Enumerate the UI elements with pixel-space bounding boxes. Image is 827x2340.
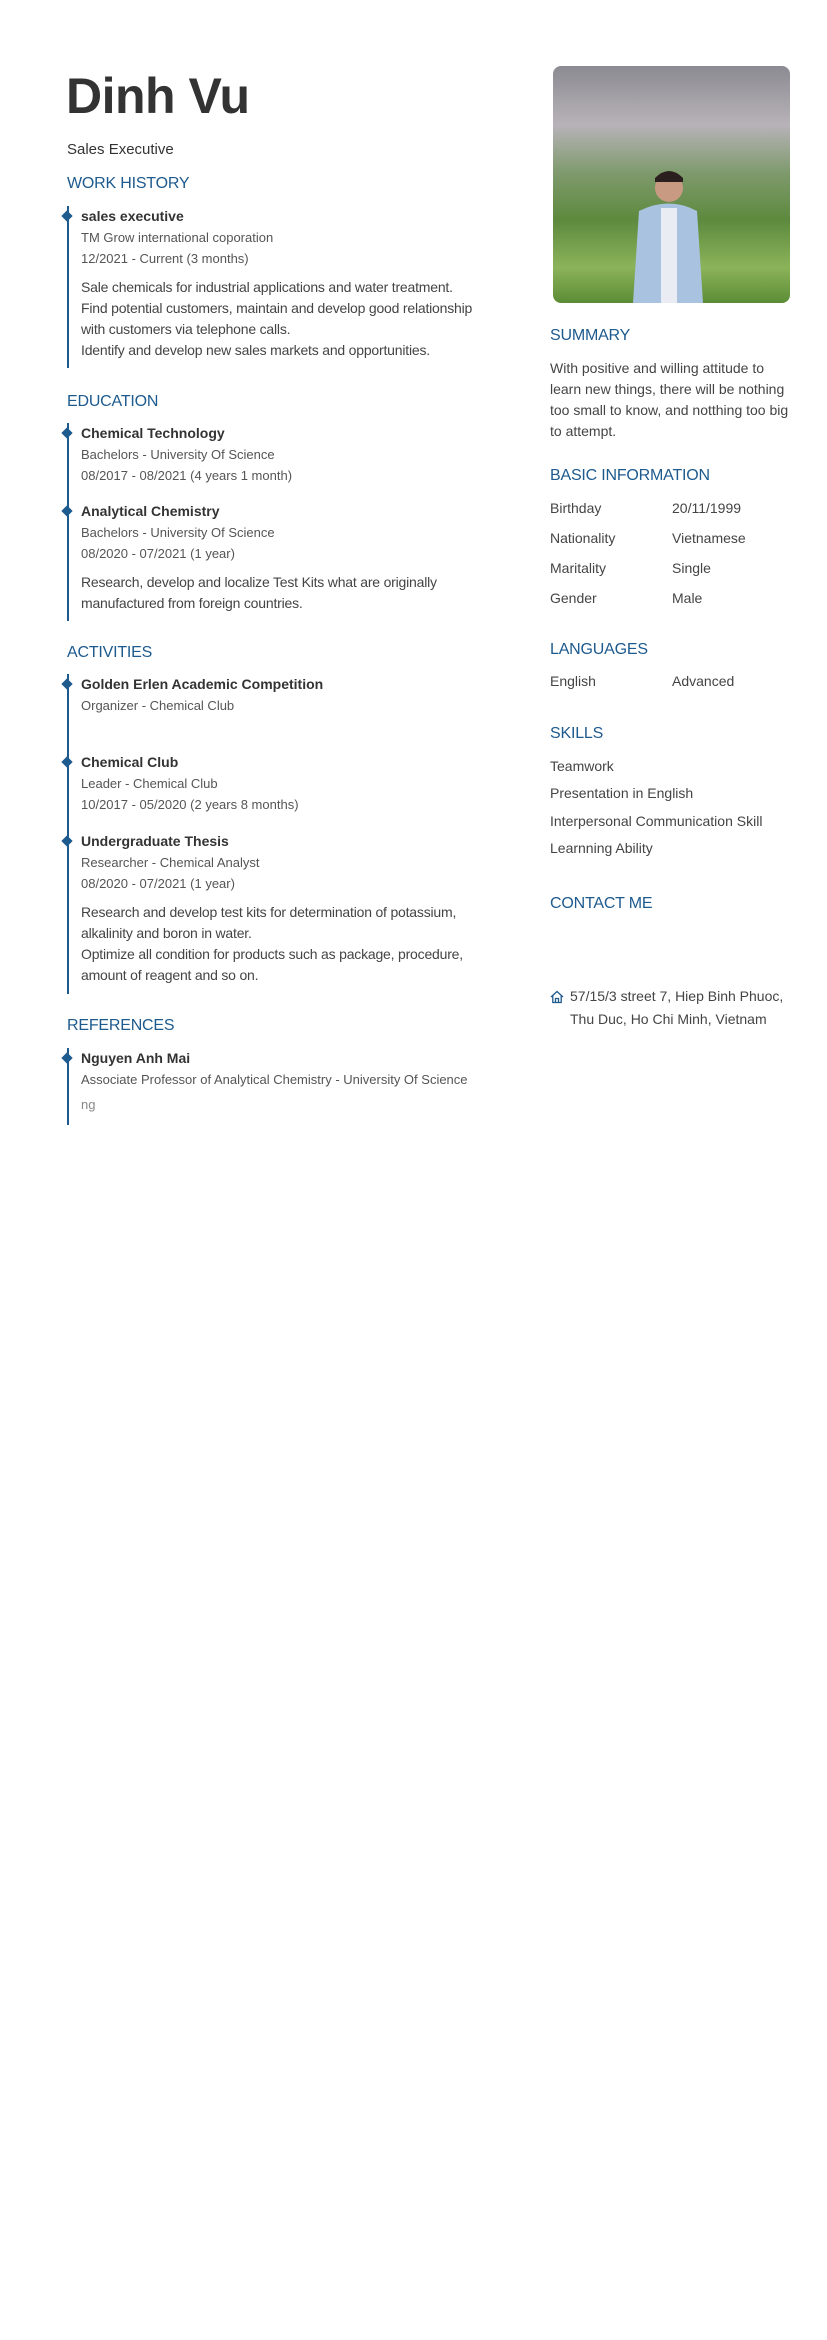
info-label: Gender <box>550 590 597 606</box>
info-row-nationality <box>550 523 810 553</box>
timeline-diamond-icon <box>61 427 72 438</box>
language-level: Advanced <box>672 673 735 689</box>
timeline-diamond-icon <box>61 505 72 516</box>
summary-line: learn new things, there will be nothing <box>550 381 785 397</box>
skills-list <box>550 752 810 862</box>
summary-text <box>550 358 810 442</box>
contact-address <box>550 985 810 1031</box>
address-line: 57/15/3 street 7, Hiep Binh Phuoc, <box>570 988 784 1004</box>
info-label: Birthday <box>550 500 602 516</box>
section-title-languages: LANGUAGES <box>550 641 648 658</box>
education-date: 08/2020 - 07/2021 (1 year) <box>81 546 235 561</box>
activity-item <box>81 674 521 716</box>
desc-line: Research, develop and localize Test Kits what are originally <box>81 574 437 590</box>
candidate-name: Dinh Vu <box>66 68 250 124</box>
language-row <box>550 666 810 696</box>
desc-line: Sale chemicals for industrial applications and water treatment. <box>81 279 453 295</box>
education-description <box>81 572 521 614</box>
language-name: English <box>550 673 596 689</box>
education-date: 08/2017 - 08/2021 (4 years 1 month) <box>81 468 293 483</box>
activity-title: Golden Erlen Academic Competition <box>81 676 324 692</box>
activity-date: 10/2017 - 05/2020 (2 years 8 months) <box>81 797 299 812</box>
info-value: 20/11/1999 <box>672 500 742 516</box>
school: Bachelors - University Of Science <box>81 525 275 540</box>
activity-item <box>81 831 521 986</box>
reference-contact: ng <box>81 1097 96 1112</box>
basic-info-table <box>550 493 810 613</box>
skill-item: Learnning Ability <box>550 840 653 857</box>
activity-role: Organizer - Chemical Club <box>81 698 235 713</box>
address-text <box>570 985 783 1031</box>
info-value: Single <box>672 560 711 576</box>
info-row-maritality <box>550 553 810 583</box>
reference-item <box>81 1048 521 1112</box>
desc-line: Find potential customers, maintain and develop good relationship <box>81 300 473 316</box>
info-label: Nationality <box>550 530 616 546</box>
section-title-summary: SUMMARY <box>550 327 631 344</box>
activity-date: 08/2020 - 07/2021 (1 year) <box>81 876 235 891</box>
info-row-birthday <box>550 493 810 523</box>
timeline-diamond-icon <box>61 210 72 221</box>
home-icon <box>550 985 570 1031</box>
address-line: Thu Duc, Ho Chi Minh, Vietnam <box>570 1011 767 1027</box>
desc-line: amount of reagent and so on. <box>81 967 259 983</box>
school: Bachelors - University Of Science <box>81 447 275 462</box>
reference-name: Nguyen Anh Mai <box>81 1050 191 1066</box>
info-value: Male <box>672 590 703 606</box>
section-title-education: EDUCATION <box>67 393 159 410</box>
job-title: sales executive <box>81 208 184 224</box>
candidate-role: Sales Executive <box>67 141 174 158</box>
section-title-references: REFERENCES <box>67 1017 175 1034</box>
section-title-work-history: WORK HISTORY <box>67 175 190 192</box>
activity-role: Leader - Chemical Club <box>81 776 218 791</box>
reference-position: Associate Professor of Analytical Chemistry - University Of Science <box>81 1072 468 1087</box>
desc-line: with customers via telephone calls. <box>81 321 291 337</box>
job-description <box>81 277 521 361</box>
info-value: Vietnamese <box>672 530 746 546</box>
desc-line: Research and develop test kits for determination of potassium, <box>81 904 457 920</box>
desc-line: manufactured from foreign countries. <box>81 595 303 611</box>
info-label: Maritality <box>550 560 607 576</box>
activities-timeline <box>67 674 521 994</box>
languages-table <box>550 666 810 696</box>
company: TM Grow international coporation <box>81 230 274 245</box>
section-title-basic-information: BASIC INFORMATION <box>550 467 710 484</box>
profile-photo <box>553 66 790 303</box>
job-date: 12/2021 - Current (3 months) <box>81 251 249 266</box>
desc-line: alkalinity and boron in water. <box>81 925 252 941</box>
desc-line: Optimize all condition for products such as package, procedure, <box>81 946 463 962</box>
section-title-activities: ACTIVITIES <box>67 644 153 661</box>
timeline-diamond-icon <box>61 1052 72 1063</box>
person-silhouette-icon <box>633 166 703 303</box>
skill-item: Presentation in English <box>550 785 694 802</box>
summary-line: to attempt. <box>550 423 617 439</box>
activity-title: Chemical Club <box>81 754 179 770</box>
degree-title: Analytical Chemistry <box>81 503 220 519</box>
info-row-gender <box>550 583 810 613</box>
timeline-diamond-icon <box>61 756 72 767</box>
education-timeline <box>67 423 521 621</box>
section-title-skills: SKILLS <box>550 725 604 742</box>
activity-role: Researcher - Chemical Analyst <box>81 855 260 870</box>
summary-line: too small to know, and notthing too big <box>550 402 789 418</box>
education-item <box>81 423 521 486</box>
activity-item <box>81 752 521 815</box>
activity-description <box>81 902 521 986</box>
skill-item: Interpersonal Communication Skill <box>550 812 763 829</box>
activity-title: Undergraduate Thesis <box>81 833 229 849</box>
degree-title: Chemical Technology <box>81 425 225 441</box>
work-history-timeline <box>67 206 521 368</box>
timeline-diamond-icon <box>61 835 72 846</box>
skill-item: Teamwork <box>550 757 614 774</box>
desc-line: Identify and develop new sales markets and opportunities. <box>81 342 430 358</box>
work-item <box>81 206 521 361</box>
summary-line: With positive and willing attitude to <box>550 360 764 376</box>
timeline-diamond-icon <box>61 678 72 689</box>
section-title-contact: CONTACT ME <box>550 895 653 912</box>
references-timeline <box>67 1048 521 1125</box>
education-item <box>81 501 521 614</box>
